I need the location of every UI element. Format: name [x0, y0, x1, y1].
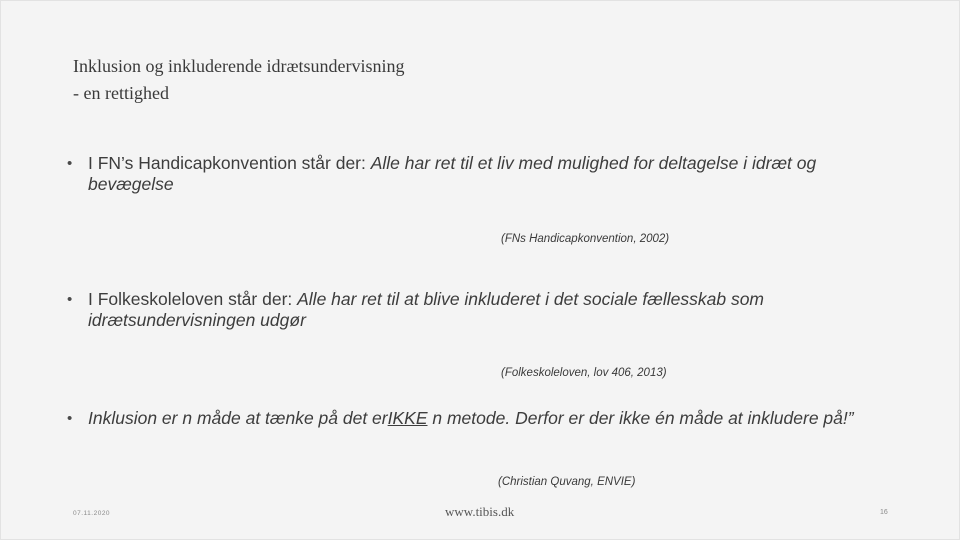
bullet-marker: •	[67, 291, 73, 308]
bullet-lead: I FN’s Handicapkonvention står der:	[88, 153, 371, 173]
footer-page-number: 16	[880, 509, 888, 516]
bullet-text	[67, 289, 897, 331]
quote-underlined-word: IKKE	[387, 408, 428, 428]
bullet-marker: •	[67, 155, 73, 172]
bullet-marker: •	[67, 410, 73, 427]
quote-part-2: n metode. Derfor er der ikke én måde at inkludere på!”	[427, 408, 854, 428]
bullet-text	[67, 153, 897, 195]
slide-title-line-2: - en rettighed	[73, 83, 169, 103]
footer-date: 07.11.2020	[73, 510, 111, 517]
bullet-folkeskoleloven	[67, 289, 897, 331]
bullet-quote	[88, 408, 854, 428]
citation-quvang: (Christian Quvang, ENVIE)	[498, 476, 636, 488]
citation-fn-convention: (FNs Handicapkonvention, 2002)	[501, 233, 670, 245]
slide-title-line-1: Inklusion og inkluderende idrætsundervisning	[73, 56, 405, 76]
bullet-quvang-quote	[67, 408, 897, 429]
slide-title	[73, 53, 404, 107]
bullet-text	[67, 408, 897, 429]
bullet-lead: I Folkeskoleloven står der:	[88, 289, 298, 309]
bullet-fn-convention	[67, 153, 897, 195]
quote-part-1: Inklusion er n måde at tænke på det er	[88, 408, 388, 428]
bullet-quote: Alle har ret til et liv med mulighed for deltagelse i idræt og bevægelse	[88, 153, 817, 194]
footer-url: www.tibis.dk	[445, 504, 515, 519]
citation-folkeskoleloven: (Folkeskoleloven, lov 406, 2013)	[501, 367, 667, 379]
bullet-quote: Alle har ret til at blive inkluderet i det sociale fællesskab som idrætsundervisningen udgør	[88, 289, 765, 330]
